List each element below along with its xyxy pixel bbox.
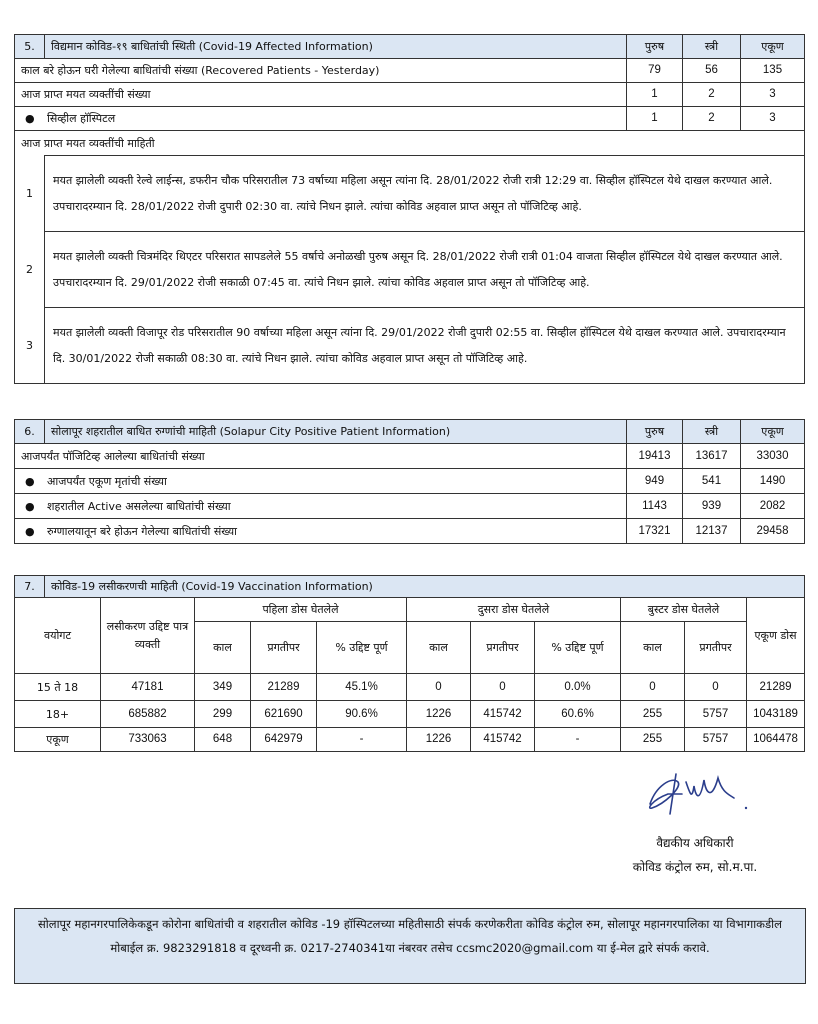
col-total-doses: एकूण डोस: [747, 598, 805, 674]
booster-progressive: 5757: [685, 701, 747, 728]
booster-yesterday: 255: [621, 701, 685, 728]
death-number: 3: [15, 308, 45, 384]
total-value: 33030: [741, 444, 805, 469]
section-title: कोविड-19 लसीकरणची माहिती (Covid-19 Vaccination Information): [45, 576, 805, 598]
table-row: [15, 701, 805, 728]
d1-progressive: 21289: [251, 674, 317, 701]
male-value: 1143: [627, 494, 683, 519]
total-value: 2082: [741, 494, 805, 519]
table-row: [15, 494, 805, 519]
female-value: 12137: [683, 519, 741, 544]
d1-yesterday: 349: [195, 674, 251, 701]
table-row: [15, 519, 805, 544]
table-row: [15, 107, 805, 131]
booster-progressive: 0: [685, 674, 747, 701]
col-female: स्त्री: [683, 35, 741, 59]
total-doses-value: 21289: [747, 674, 805, 701]
section-title: विद्यमान कोविड-१९ बाधितांची स्थिती (Covid-19 Affected Information): [45, 35, 627, 59]
row-label: आजपर्यंत पॉजिटिव्ह आलेल्या बाधितांची संख्या: [15, 444, 627, 469]
male-value: 79: [627, 59, 683, 83]
d1-percent: 90.6%: [317, 701, 407, 728]
female-value: 13617: [683, 444, 741, 469]
d1-yesterday: 299: [195, 701, 251, 728]
table-row: [15, 83, 805, 107]
death-description: मयत झालेली व्यक्ती विजापूर रोड परिसरातील 90 वर्षाच्या महिला असून त्यांना दि. 29/01/2022 रोजी दुपारी 02:55 वा. सिव्हील हॉस्पिटल येथे दाखल करण्यात आले. उपचारादरम्यान दि. 30/01/2022 रोजी सकाळी 08:30 वा. त्यांचे निधन झाले. त्यांचा कोविड अहवाल प्राप्त असून तो पॉजिटिव्ह आहे.: [45, 308, 805, 384]
female-value: 56: [683, 59, 741, 83]
male-value: 949: [627, 469, 683, 494]
bullet-icon: ●: [25, 474, 35, 488]
d2-progressive: 0: [471, 674, 535, 701]
total-value: 1490: [741, 469, 805, 494]
section-title: सोलापूर शहरातील बाधित रुग्णांची माहिती (Solapur City Positive Patient Information): [45, 420, 627, 444]
booster-progressive: 5757: [685, 728, 747, 752]
section-number: 6.: [15, 420, 45, 444]
table-row: [15, 444, 805, 469]
sub-progressive: प्रगतीपर: [685, 622, 747, 674]
col-dose1: पहिला डोस घेतलेले: [195, 598, 407, 622]
bullet-row-label: [15, 494, 627, 519]
age-group: 18+: [15, 701, 101, 728]
row-label: सिव्हील हॉस्पिटल: [47, 112, 116, 125]
target-value: 685882: [101, 701, 195, 728]
female-value: 541: [683, 469, 741, 494]
bullet-icon: ●: [25, 524, 35, 538]
death-description: मयत झालेली व्यक्ती चित्रमंदिर थिएटर परिसरात सापडलेले 55 वर्षाचे अनोळखी पुरुष असून दि. 28/01/2022 रोजी रात्री 01:04 वाजता सिव्हील हॉस्पिटल येथे दाखल करण्यात आले. उपचारादरम्यान दि. 29/01/2022 रोजी सकाळी 07:45 वा. त्यांचे निधन झाले. त्यांचा कोविड अहवाल प्राप्त असून तो पॉजिटिव्ह आहे.: [45, 232, 805, 308]
sub-yesterday: काल: [621, 622, 685, 674]
d1-yesterday: 648: [195, 728, 251, 752]
female-value: 2: [683, 83, 741, 107]
d1-progressive: 621690: [251, 701, 317, 728]
signature-icon: [642, 764, 752, 820]
d2-progressive: 415742: [471, 728, 535, 752]
total-value: 3: [741, 107, 805, 131]
col-booster: बुस्टर डोस घेतलेले: [621, 598, 747, 622]
d2-percent: -: [535, 728, 621, 752]
table-row: [15, 469, 805, 494]
bullet-row-label: [15, 469, 627, 494]
col-target: लसीकरण उद्दिष्ट पात्र व्यक्ती: [101, 598, 195, 674]
death-record: [15, 156, 805, 232]
col-female: स्त्री: [683, 420, 741, 444]
d2-progressive: 415742: [471, 701, 535, 728]
male-value: 17321: [627, 519, 683, 544]
row-label: आज प्राप्त मयत व्यक्तींची संख्या: [15, 83, 627, 107]
total-value: 3: [741, 83, 805, 107]
bullet-icon: ●: [25, 112, 35, 125]
sub-yesterday: काल: [195, 622, 251, 674]
signature-block: [580, 831, 810, 879]
row-label: रुग्णालयातून बरे होऊन गेलेल्या बाधितांची संख्या: [47, 524, 237, 538]
age-group: एकूण: [15, 728, 101, 752]
table-row: [15, 728, 805, 752]
col-male: पुरुष: [627, 420, 683, 444]
d2-yesterday: 0: [407, 674, 471, 701]
section-number: 5.: [15, 35, 45, 59]
sub-yesterday: काल: [407, 622, 471, 674]
col-dose2: दुसरा डोस घेतलेले: [407, 598, 621, 622]
female-value: 939: [683, 494, 741, 519]
total-doses-value: 1043189: [747, 701, 805, 728]
death-record: [15, 232, 805, 308]
row-label: शहरातील Active असलेल्या बाधितांची संख्या: [47, 499, 231, 513]
sub-progressive: प्रगतीपर: [471, 622, 535, 674]
death-description: मयत झालेली व्यक्ती रेल्वे लाईन्स, डफरीन चौक परिसरातील 73 वर्षाच्या महिला असून त्यांना दि. 28/01/2022 रोजी रात्री 12:29 वा. सिव्हील हॉस्पिटल येथे दाखल करण्यात आले. उपचारादरम्यान दि. 28/01/2022 रोजी दुपारी 02:30 वा. त्यांचे निधन झाले. त्यांचा कोविड अहवाल प्राप्त असून तो पॉजिटिव्ह आहे.: [45, 156, 805, 232]
section-6-table: [14, 419, 805, 544]
sub-progressive: प्रगतीपर: [251, 622, 317, 674]
table-row: [15, 674, 805, 701]
signatory-title: वैद्यकीय अधिकारी: [656, 836, 734, 850]
section-number: 7.: [15, 576, 45, 598]
col-total: एकूण: [741, 420, 805, 444]
contact-footer: सोलापूर महानगरपालिकेकडून कोरोना बाधितांची व शहरातील कोविड -19 हॉस्पिटलच्या महितीसाठी संपर्क करणेकरीता कोविड कंट्रोल रुम, सोलापूर महानगरपालिका या विभागाकडील मोबाईल क्र. 9823291818 व दूरध्वनी क्र. 0217-2740341या नंबरवर तसेच ccsmc2020@gmail.com या ई-मेल द्वारे संपर्क करावे.: [14, 908, 806, 984]
booster-yesterday: 0: [621, 674, 685, 701]
signatory-office: कोविड कंट्रोल रुम, सो.म.पा.: [632, 860, 758, 874]
target-value: 733063: [101, 728, 195, 752]
d1-percent: -: [317, 728, 407, 752]
col-age-group: वयोगट: [15, 598, 101, 674]
row-label: आजपर्यंत एकूण मृतांची संख्या: [47, 474, 167, 488]
male-value: 1: [627, 83, 683, 107]
death-info-title: आज प्राप्त मयत व्यक्तींची माहिती: [15, 131, 805, 156]
d2-percent: 60.6%: [535, 701, 621, 728]
d2-yesterday: 1226: [407, 728, 471, 752]
total-value: 135: [741, 59, 805, 83]
total-doses-value: 1064478: [747, 728, 805, 752]
d1-progressive: 642979: [251, 728, 317, 752]
bullet-row-label: [15, 107, 627, 131]
d1-percent: 45.1%: [317, 674, 407, 701]
col-male: पुरुष: [627, 35, 683, 59]
death-number: 1: [15, 156, 45, 232]
sub-percent: % उद्दिष्ट पूर्ण: [535, 622, 621, 674]
section-7-table: [14, 575, 805, 752]
bullet-icon: ●: [25, 499, 35, 513]
total-value: 29458: [741, 519, 805, 544]
female-value: 2: [683, 107, 741, 131]
booster-yesterday: 255: [621, 728, 685, 752]
section-5-table: [14, 34, 805, 384]
bullet-row-label: [15, 519, 627, 544]
sub-percent: % उद्दिष्ट पूर्ण: [317, 622, 407, 674]
male-value: 19413: [627, 444, 683, 469]
table-row: [15, 59, 805, 83]
d2-percent: 0.0%: [535, 674, 621, 701]
death-number: 2: [15, 232, 45, 308]
col-total: एकूण: [741, 35, 805, 59]
d2-yesterday: 1226: [407, 701, 471, 728]
target-value: 47181: [101, 674, 195, 701]
row-label: काल बरे होऊन घरी गेलेल्या बाधितांची संख्या (Recovered Patients - Yesterday): [15, 59, 627, 83]
death-record: [15, 308, 805, 384]
age-group: 15 ते 18: [15, 674, 101, 701]
male-value: 1: [627, 107, 683, 131]
